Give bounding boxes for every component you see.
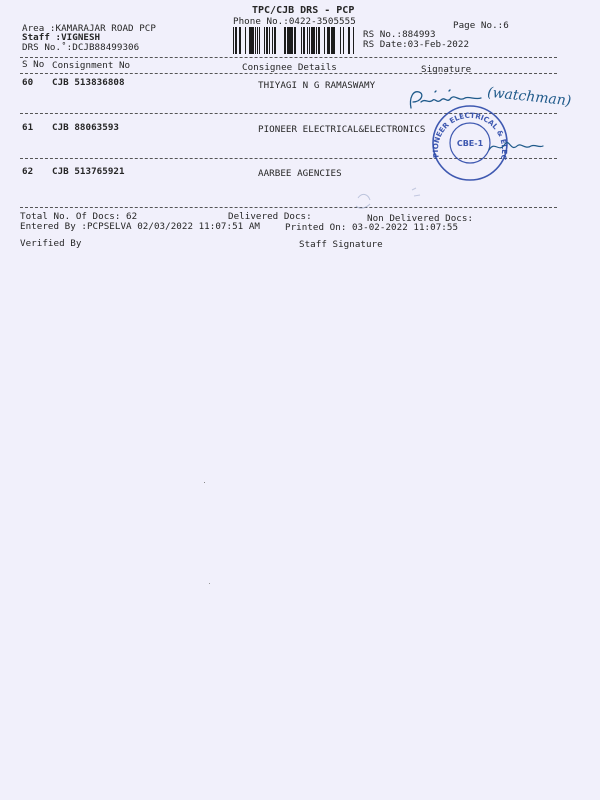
barcode-bar xyxy=(348,27,350,54)
barcode-bar xyxy=(284,27,286,54)
barcode-bar xyxy=(233,27,234,54)
verified-by: Verified By xyxy=(20,238,82,249)
barcode-bar xyxy=(327,27,328,54)
barcode-bar xyxy=(307,27,308,54)
drs-number: DRS No.˚:DCJB88499306 xyxy=(22,42,140,53)
barcode-bar xyxy=(295,27,296,54)
barcode-bar xyxy=(253,27,254,54)
barcode-bar xyxy=(328,27,330,54)
barcode-bar xyxy=(316,27,317,54)
col-sno-header: S No xyxy=(22,59,45,70)
stamp-ring-text: PIONEER ELECTRICAL & ELECTRONICS xyxy=(426,96,510,161)
barcode-image xyxy=(231,27,357,54)
barcode-bar xyxy=(240,27,241,54)
barcode-bar xyxy=(303,27,305,54)
barcode-bar xyxy=(333,27,334,54)
barcode-bar xyxy=(292,27,293,54)
barcode-bar xyxy=(289,27,290,54)
barcode-bar xyxy=(301,27,302,54)
row-62-sno: 62 xyxy=(22,166,34,177)
row-62-consignee: AARBEE AGENCIES xyxy=(258,168,342,179)
barcode-bar xyxy=(266,27,267,54)
handwritten-signature-row-61 xyxy=(485,136,545,158)
barcode-bar xyxy=(331,27,333,54)
barcode-bar xyxy=(290,27,292,54)
staff-signature-label: Staff Signature xyxy=(299,239,383,250)
scan-speck xyxy=(209,583,210,584)
staff-label: Staff :VIGNESH xyxy=(22,32,101,43)
col-consignment-header: Consignment No xyxy=(52,60,131,71)
row-60-consignee: THIYAGI N G RAMASWAMY xyxy=(258,80,376,91)
row-62-rule xyxy=(20,207,557,208)
stamp-center-text: CBE-1 xyxy=(456,139,484,148)
delivered-docs: Delivered Docs: xyxy=(228,211,312,222)
barcode-bar xyxy=(257,27,258,54)
barcode-bar xyxy=(324,27,325,54)
header-bottom-rule xyxy=(20,73,557,74)
barcode-bar xyxy=(294,27,295,54)
barcode-bar xyxy=(251,27,253,54)
barcode-bar xyxy=(275,27,276,54)
rs-number: RS No.:884993 xyxy=(363,29,436,40)
entered-by: Entered By :PCPSELVA 02/03/2022 11:07:51 AM xyxy=(20,221,260,232)
barcode-bar xyxy=(340,27,341,54)
barcode-bar xyxy=(353,27,354,54)
total-docs: Total No. Of Docs: 62 xyxy=(20,211,138,222)
barcode-bar xyxy=(239,27,240,54)
non-delivered-docs: Non Delivered Docs: xyxy=(367,213,474,224)
printed-on: Printed On: 03-02-2022 11:07:55 xyxy=(285,222,459,233)
page-number: Page No.:6 xyxy=(453,20,509,31)
barcode-bar xyxy=(235,27,237,54)
barcode-bar xyxy=(311,27,313,54)
barcode-bar xyxy=(334,27,335,54)
barcode-bar xyxy=(259,27,260,54)
report-title: TPC/CJB DRS - PCP xyxy=(252,5,355,16)
barcode-bar xyxy=(255,27,256,54)
barcode-bar xyxy=(264,27,265,54)
barcode-bar xyxy=(318,27,320,54)
phone-number: Phone No.:0422-3505555 xyxy=(233,16,356,27)
row-61-consignment: CJB 88063593 xyxy=(52,122,119,133)
row-61-consignee: PIONEER ELECTRICAL&ELECTRONICS xyxy=(258,124,426,135)
col-consignee-header: Consignee Details xyxy=(242,62,337,73)
row-61-sno: 61 xyxy=(22,122,34,133)
barcode-bar xyxy=(245,27,246,54)
rs-date: RS Date:03-Feb-2022 xyxy=(363,39,470,50)
area-label: Area :KAMARAJAR ROAD PCP xyxy=(22,23,156,34)
barcode-bar xyxy=(267,27,268,54)
row-60-sno: 60 xyxy=(22,77,34,88)
barcode-bar xyxy=(313,27,315,54)
barcode-bar xyxy=(309,27,310,54)
col-signature-header: Signature xyxy=(421,64,472,75)
barcode-bar xyxy=(249,27,251,54)
barcode-bar xyxy=(269,27,270,54)
scan-speck xyxy=(204,482,205,483)
header-top-rule xyxy=(20,57,557,58)
barcode-bar xyxy=(343,27,344,54)
barcode-bar xyxy=(287,27,289,54)
barcode-bar xyxy=(272,27,273,54)
barcode-bar xyxy=(274,27,275,54)
row-62-consignment: CJB 513765921 xyxy=(52,166,125,177)
row-60-consignment: CJB 513836808 xyxy=(52,77,125,88)
handwritten-note-watchman: (watchman) xyxy=(486,84,572,110)
